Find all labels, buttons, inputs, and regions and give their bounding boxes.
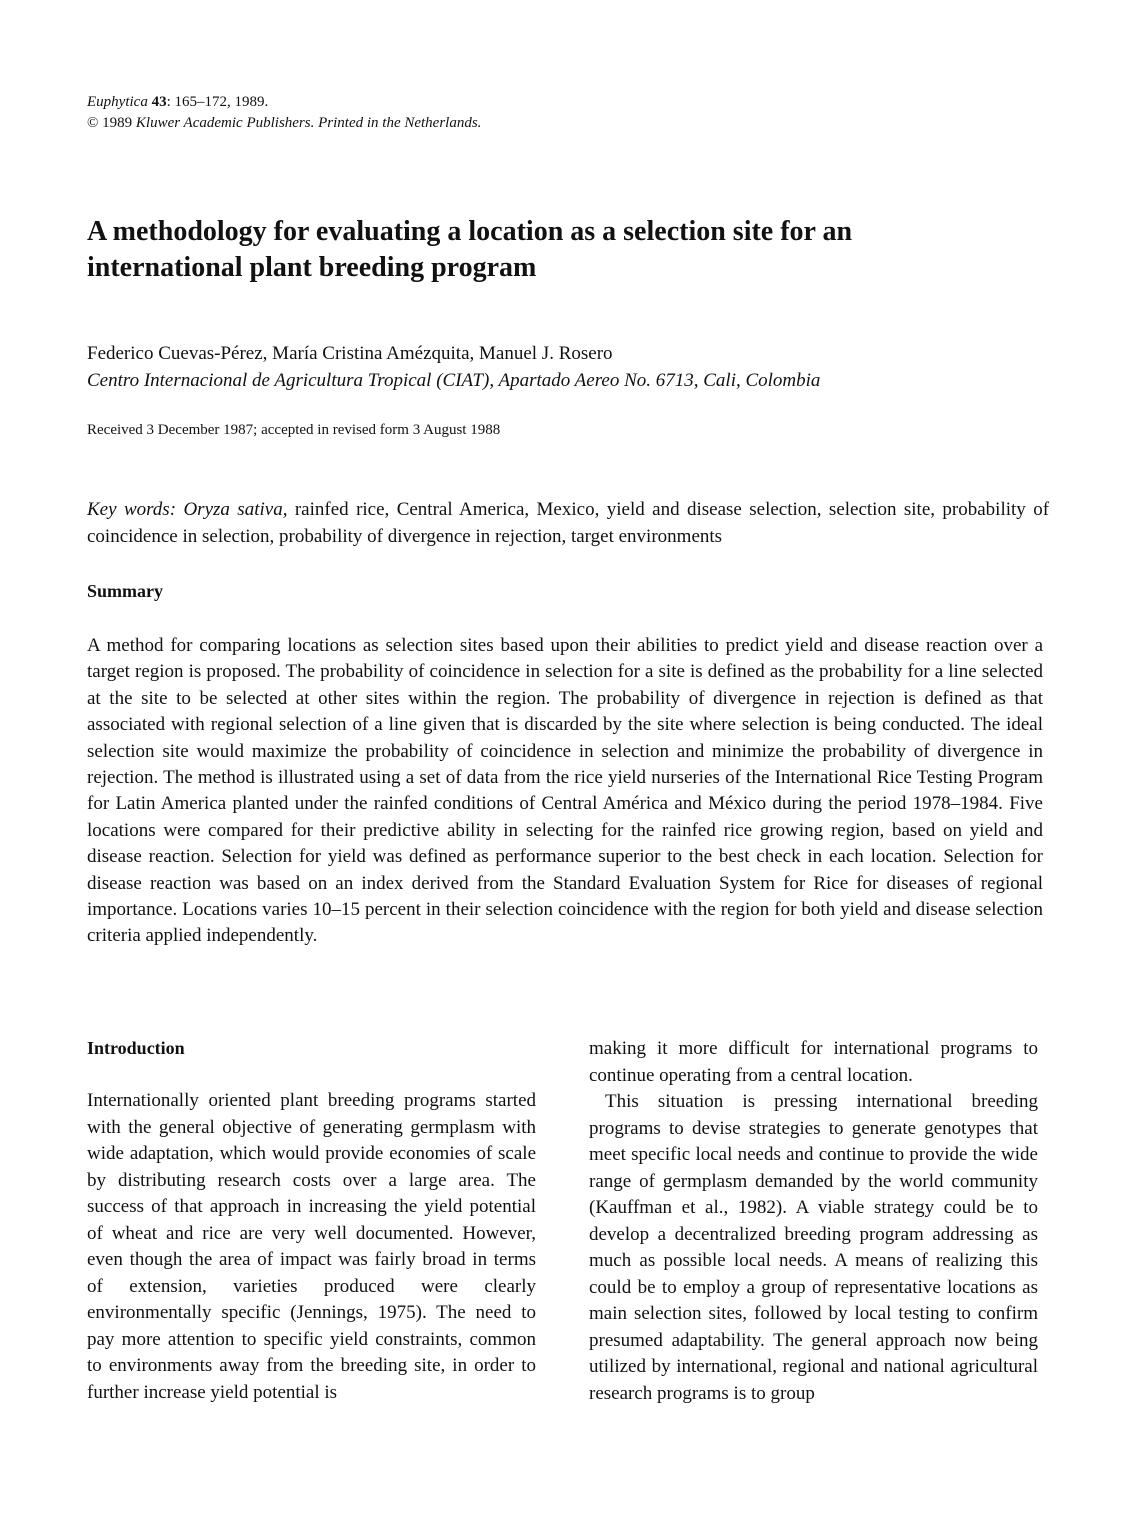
journal-header xyxy=(87,92,481,134)
keywords-label: Key words: xyxy=(87,499,177,520)
introduction-continuation: making it more difficult for international programs to continue operating from a central location. xyxy=(589,1038,1038,1086)
copyright-symbol: © xyxy=(87,115,99,131)
introduction-heading: Introduction xyxy=(87,1038,185,1058)
keywords-species: Oryza sativa, xyxy=(183,499,288,520)
copyright-line xyxy=(87,113,481,134)
summary-text: A method for comparing locations as selection sites based upon their abilities to predict yield and disease reaction over a target region is proposed. The probability of coincidence in selection for a site is defined as the probability for a line selected at the site to be selected at other sites within the region. The probability of divergence in rejection is defined as that associated with regional selection of a line given that is discarded by the site where selection is being conducted. The ideal selection site would maximize the probability of coincidence in selection and minimize the probability of divergence in rejection. The method is illustrated using a set of data from the rice yield nurseries of the International Rice Testing Program for Latin America planted under the rainfed conditions of Central América and México during the period 1978–1984. Five locations were compared for their predictive ability in selecting for the rainfed rice growing region, based on yield and disease reaction. Selection for yield was defined as performance superior to the best check in each location. Selection for disease reaction was based on an index derived from the Standard Evaluation System for Rice for diseases of regional importance. Locations varies 10–15 percent in their selection coincidence with the region for both yield and disease selection criteria applied independently. xyxy=(87,635,1043,947)
summary-heading: Summary xyxy=(87,581,163,601)
journal-pages-year: : 165–172, 1989. xyxy=(166,94,269,110)
introduction-right-column xyxy=(589,1036,1038,1407)
article-title: A methodology for evaluating a location as a selection site for an international plant breeding program xyxy=(87,216,853,283)
publisher-line: Kluwer Academic Publishers. Printed in the Netherlands. xyxy=(135,115,482,131)
keywords-terms: rainfed rice, Central America, Mexico, yield and disease selection, selection site, probability of coincidence in selection, probability of divergence in rejection, target environments xyxy=(87,499,1050,547)
author-list: Federico Cuevas-Pérez, María Cristina Amézquita, Manuel J. Rosero xyxy=(87,343,613,364)
citation-line xyxy=(87,92,481,113)
copyright-year: 1989 xyxy=(102,115,133,131)
keywords-block xyxy=(87,496,1049,550)
journal-volume: 43 xyxy=(151,94,167,110)
received-dates: Received 3 December 1987; accepted in revised form 3 August 1988 xyxy=(87,422,501,438)
introduction-left-column: Internationally oriented plant breeding programs started with the general objective of generating germplasm with wide adaptation, which would provide economies of scale by distributing research costs over a large area. The success of that approach in increasing the yield potential of wheat and rice are very well documented. However, even though the area of impact was fairly broad in terms of extension, varieties produced were clearly environmentally specific (Jennings, 1975). The need to pay more attention to specific yield constraints, common to environments away from the breeding site, in order to further increase yield potential is xyxy=(87,1090,536,1403)
introduction-paragraph: This situation is pressing international breeding programs to devise strategies to generate genotypes that meet specific local needs and continue to provide the wide range of germplasm demanded by the world community (Kauffman et al., 1982). A viable strategy could be to develop a decentralized breeding program addressing as much as possible local needs. A means of realizing this could be to employ a group of representative locations as main selection sites, followed by local testing to confirm presumed adaptability. The general approach now being utilized by international, regional and national agricultural research programs is to group xyxy=(589,1091,1038,1404)
author-affiliation: Centro Internacional de Agricultura Tropical (CIAT), Apartado Aereo No. 6713, Cali, Colombia xyxy=(87,370,821,391)
journal-name: Euphytica xyxy=(87,94,148,110)
